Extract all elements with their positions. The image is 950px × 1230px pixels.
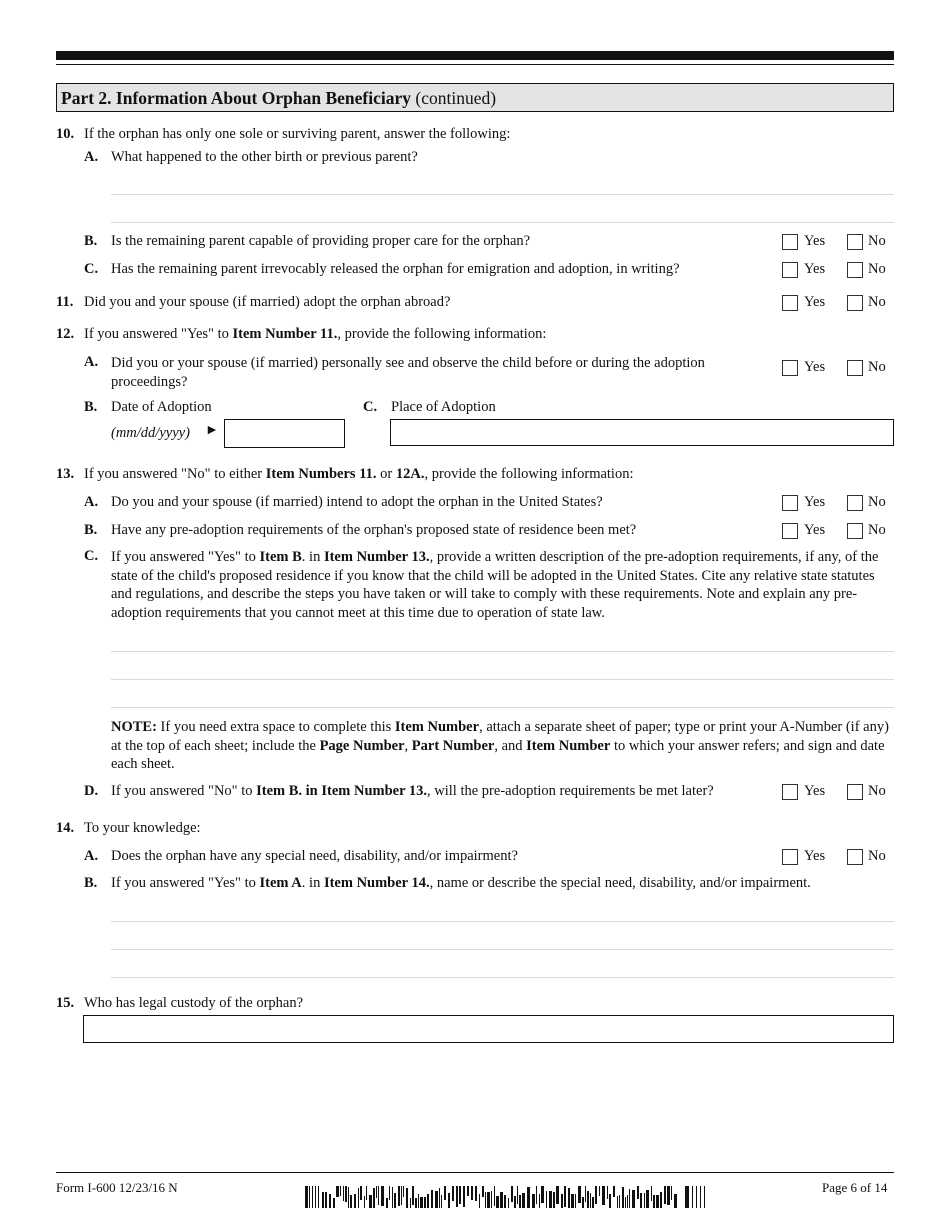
q13c-text: If you answered "Yes" to Item B. in Item Number 13., provide a written description of the pre-adoption requirements, if any, of the state of the child's proposed residence if you know that the child will be adopted in the United States. Cite any relative state statutes and regulations, and describe the steps you have taken or will take to comply with these requirements. Note and explain any pre-adoption requirements that you cannot meet at this time due to operation of state law. bbox=[111, 549, 879, 621]
q10a-letter: A. bbox=[84, 149, 99, 165]
q10a-answer-line-2[interactable] bbox=[111, 222, 894, 223]
q13b-yes-checkbox[interactable] bbox=[782, 523, 798, 539]
part-title: Part 2. Information About Orphan Beneficiary bbox=[61, 88, 411, 108]
q15-number: 15. bbox=[56, 995, 75, 1011]
q12-number: 12. bbox=[56, 326, 75, 342]
q13d-yes-label: Yes bbox=[804, 783, 826, 799]
part-header bbox=[56, 83, 894, 112]
q13b-no-checkbox[interactable] bbox=[847, 523, 863, 539]
q13c-letter: C. bbox=[84, 548, 99, 564]
q13b-no-label: No bbox=[868, 522, 886, 538]
q10c-yes-label: Yes bbox=[804, 261, 826, 277]
top-rule-thick bbox=[56, 51, 894, 60]
q13a-letter: A. bbox=[84, 494, 99, 510]
q13a-no-checkbox[interactable] bbox=[847, 495, 863, 511]
q13c-answer-line-2[interactable] bbox=[111, 679, 894, 680]
q14b-answer-line-2[interactable] bbox=[111, 949, 894, 950]
q13a-no-label: No bbox=[868, 494, 886, 510]
q11-yes-label: Yes bbox=[804, 294, 826, 310]
barcode bbox=[305, 1186, 715, 1208]
q13b-yes-label: Yes bbox=[804, 522, 826, 538]
q12b-text: Date of Adoption bbox=[111, 399, 212, 415]
q13a-text: Do you and your spouse (if married) intend to adopt the orphan in the United States? bbox=[111, 494, 603, 510]
q14a-no-label: No bbox=[868, 848, 886, 864]
q10-number: 10. bbox=[56, 126, 75, 142]
q11-no-label: No bbox=[868, 294, 886, 310]
q10c-letter: C. bbox=[84, 261, 99, 277]
q10c-yes-checkbox[interactable] bbox=[782, 262, 798, 278]
q13d-text: If you answered "No" to Item B. in Item Number 13., will the pre-adoption requirements be met later? bbox=[111, 783, 714, 799]
q10b-letter: B. bbox=[84, 233, 98, 249]
q12b-date-format: (mm/dd/yyyy) bbox=[111, 425, 190, 441]
q13b-letter: B. bbox=[84, 522, 98, 538]
place-of-adoption-input[interactable] bbox=[390, 419, 894, 446]
q10b-no-checkbox[interactable] bbox=[847, 234, 863, 250]
q12-text: If you answered "Yes" to Item Number 11., provide the following information: bbox=[84, 326, 547, 342]
q11-yes-checkbox[interactable] bbox=[782, 295, 798, 311]
q14-text: To your knowledge: bbox=[84, 820, 201, 836]
q10b-text: Is the remaining parent capable of providing proper care for the orphan? bbox=[111, 233, 531, 249]
q13b-text: Have any pre-adoption requirements of the orphan's proposed state of residence been met? bbox=[111, 522, 637, 538]
q10b-yes-label: Yes bbox=[804, 233, 826, 249]
q10b-yes-checkbox[interactable] bbox=[782, 234, 798, 250]
q10a-answer-line-1[interactable] bbox=[111, 194, 894, 195]
q14a-yes-label: Yes bbox=[804, 848, 826, 864]
q13c-answer-line-3[interactable] bbox=[111, 707, 894, 708]
form-id: Form I-600 12/23/16 N bbox=[56, 1180, 178, 1195]
q13d-no-label: No bbox=[868, 783, 886, 799]
q12c-text: Place of Adoption bbox=[391, 399, 496, 415]
q14a-letter: A. bbox=[84, 848, 99, 864]
q13d-no-checkbox[interactable] bbox=[847, 784, 863, 800]
footer-rule bbox=[56, 1172, 894, 1173]
q13d-yes-checkbox[interactable] bbox=[782, 784, 798, 800]
q12a-letter: A. bbox=[84, 354, 99, 370]
q12a-yes-label: Yes bbox=[804, 359, 826, 375]
page-number: Page 6 of 14 bbox=[822, 1180, 888, 1195]
q13-number: 13. bbox=[56, 466, 75, 482]
q13-text: If you answered "No" to either Item Numbers 11. or 12A., provide the following information: bbox=[84, 466, 634, 482]
q12c-letter: C. bbox=[363, 399, 378, 415]
arrow-right-icon: ► bbox=[205, 423, 219, 438]
q13d-letter: D. bbox=[84, 783, 99, 799]
q14b-answer-line-3[interactable] bbox=[111, 977, 894, 978]
q13c-answer-line-1[interactable] bbox=[111, 651, 894, 652]
q10c-text: Has the remaining parent irrevocably released the orphan for emigration and adoption, in writing? bbox=[111, 261, 680, 277]
q12a-no-checkbox[interactable] bbox=[847, 360, 863, 376]
q12a-no-label: No bbox=[868, 359, 886, 375]
q14b-letter: B. bbox=[84, 875, 98, 891]
q14a-text: Does the orphan have any special need, disability, and/or impairment? bbox=[111, 848, 518, 864]
note-text: NOTE: If you need extra space to complete this Item Number, attach a separate sheet of paper; type or print your A-Number (if any) at the top of each sheet; include the Page Number, Part Number, and Item Number to which your answer refers; and sign and date each sheet. bbox=[111, 719, 889, 772]
q11-no-checkbox[interactable] bbox=[847, 295, 863, 311]
q14-number: 14. bbox=[56, 820, 75, 836]
q12b-letter: B. bbox=[84, 399, 98, 415]
date-of-adoption-input[interactable] bbox=[224, 419, 345, 448]
q10b-no-label: No bbox=[868, 233, 886, 249]
q14b-text: If you answered "Yes" to Item A. in Item Number 14., name or describe the special need, disability, and/or impairment. bbox=[111, 875, 811, 891]
q11-number: 11. bbox=[56, 294, 74, 310]
q14a-no-checkbox[interactable] bbox=[847, 849, 863, 865]
q12a-text: Did you or your spouse (if married) personally see and observe the child before or during the adoption proceedings? bbox=[111, 355, 705, 390]
q14b-answer-line-1[interactable] bbox=[111, 921, 894, 922]
top-rule-thin bbox=[56, 64, 894, 65]
q10-text: If the orphan has only one sole or surviving parent, answer the following: bbox=[84, 126, 511, 142]
q10a-text: What happened to the other birth or previous parent? bbox=[111, 149, 418, 165]
q15-text: Who has legal custody of the orphan? bbox=[84, 995, 304, 1011]
q10c-no-checkbox[interactable] bbox=[847, 262, 863, 278]
legal-custody-input[interactable] bbox=[83, 1015, 894, 1043]
q13a-yes-label: Yes bbox=[804, 494, 826, 510]
q10c-no-label: No bbox=[868, 261, 886, 277]
q14a-yes-checkbox[interactable] bbox=[782, 849, 798, 865]
q13a-yes-checkbox[interactable] bbox=[782, 495, 798, 511]
part-continued: (continued) bbox=[415, 88, 497, 108]
q11-text: Did you and your spouse (if married) adopt the orphan abroad? bbox=[84, 294, 451, 310]
q12a-yes-checkbox[interactable] bbox=[782, 360, 798, 376]
